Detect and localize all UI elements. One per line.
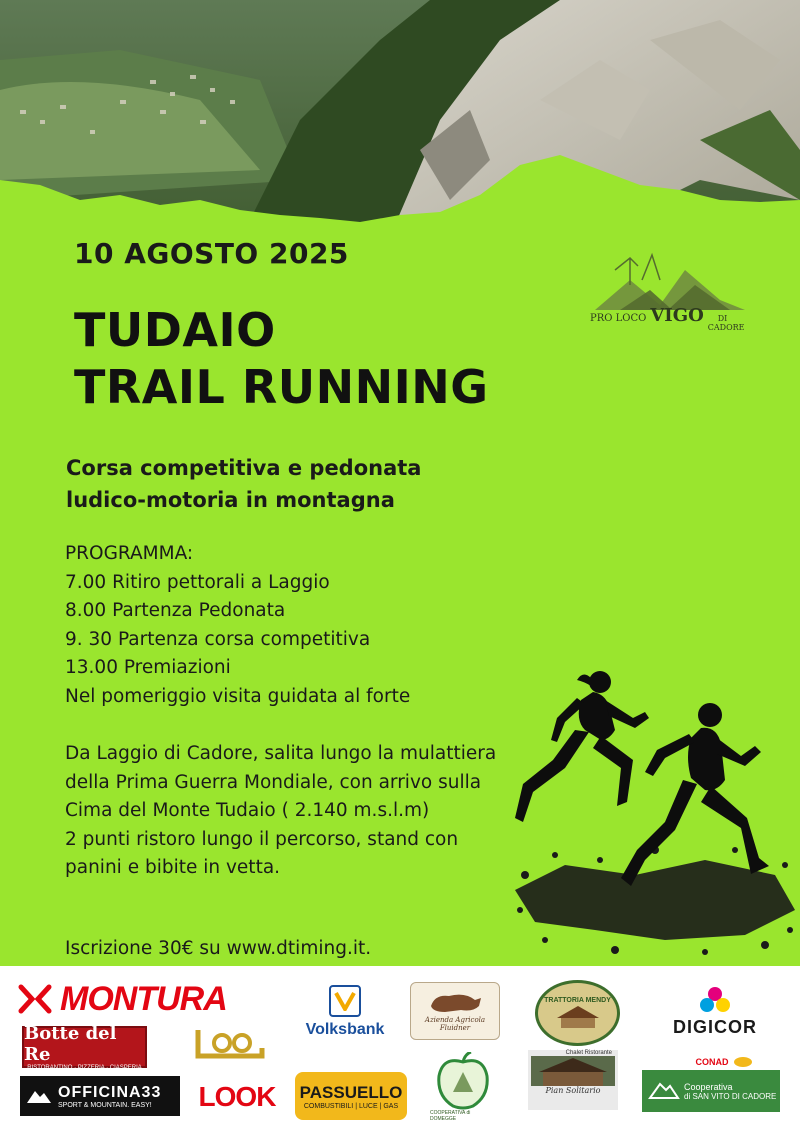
runners-silhouette (505, 660, 800, 960)
coop-mountain-icon (648, 1078, 680, 1102)
botte-label: Botte del Re (24, 1023, 117, 1065)
route-description (65, 740, 496, 883)
pro-loco-label (590, 305, 750, 332)
event-subtitle-line1: Corsa competitiva e pedonata (66, 456, 422, 480)
volksbank-label: Volksbank (305, 1021, 385, 1038)
chalet-icon (553, 1004, 603, 1030)
mountain-icon (26, 1087, 52, 1105)
cow-icon (425, 990, 485, 1016)
volksbank-v-icon (329, 985, 361, 1017)
sponsors-strip (0, 966, 800, 1131)
sponsor-volksbank (290, 982, 400, 1042)
passuello-label: PASSUELLO (299, 1082, 403, 1102)
sponsor-montura (18, 978, 273, 1020)
coop-line1: Cooperativa (684, 1081, 733, 1092)
domegge-label: COOPERATIVA di DOMEGGE (430, 1110, 471, 1122)
programma-item: 13.00 Premiazioni (65, 657, 231, 678)
event-title-line1: TUDAIO (74, 303, 276, 357)
sponsor-domegge (430, 1050, 496, 1124)
officina-sub: SPORT & MOUNTAIN. EASY! (58, 1101, 152, 1109)
description-line: panini e bibite in vetta. (65, 857, 281, 878)
trattoria-label: TRATTORIA MENDY (544, 996, 611, 1004)
description-line: Cima del Monte Tudaio ( 2.140 m.s.l.m) (65, 800, 430, 821)
chalet-photo (531, 1056, 615, 1086)
chalet-label: Chalet Ristorante (565, 1050, 612, 1056)
pro-loco-vigo: VIGO (650, 305, 704, 326)
sponsor-chalet (528, 1050, 618, 1110)
sponsor-trattoria (535, 980, 620, 1046)
description-line: della Prima Guerra Mondiale, con arrivo sulla (65, 771, 482, 793)
botte-sub: RISTORANTINO · PIZZERIA · CIASPERIA (27, 1065, 142, 1071)
event-subtitle-line2: ludico-motoria in montagna (66, 488, 395, 512)
sponsor-conad (676, 1054, 772, 1070)
pro-loco-prefix: PRO LOCO (590, 313, 647, 324)
pian-label: Pian Solitario (545, 1086, 601, 1095)
lap-logo-icon (192, 1026, 268, 1064)
sponsor-digicor (660, 980, 770, 1042)
officina-label: OFFICINA33 (58, 1083, 162, 1101)
sponsor-passuello (295, 1072, 407, 1120)
montura-label: MONTURA (60, 979, 227, 1018)
sponsor-lap-logo (190, 1024, 270, 1066)
description-line: Da Laggio di Cadore, salita lungo la mulattiera (65, 743, 497, 764)
event-title (74, 302, 488, 416)
mountain-photo (0, 0, 800, 260)
pro-loco-cadore: CADORE (707, 323, 745, 332)
programma-section (65, 540, 410, 711)
sponsor-coop-san-vito (642, 1070, 780, 1112)
montura-x-icon (18, 984, 52, 1014)
sponsor-officina33 (20, 1076, 180, 1116)
sponsor-fluidner (410, 982, 500, 1040)
description-line: 2 punti ristoro lungo il percorso, stand con (65, 828, 459, 850)
programma-item: Nel pomeriggio visita guidata al forte (65, 685, 411, 707)
look-label: LOOK (198, 1081, 276, 1112)
sponsor-botte-del-re (22, 1023, 147, 1071)
passuello-sub: COMBUSTIBILI | LUCE | GAS (303, 1102, 399, 1110)
event-date: 10 AGOSTO 2025 (74, 237, 349, 270)
digicor-label: DIGICOR (672, 1016, 757, 1037)
sponsor-look (196, 1078, 278, 1116)
event-subtitle (66, 452, 421, 516)
registration-info: Iscrizione 30€ su www.dtiming.it. (65, 938, 372, 959)
coop-line2: di SAN VITO DI CADORE (684, 1091, 777, 1101)
programma-heading: PROGRAMMA: (65, 543, 194, 564)
ink-drops-icon (697, 985, 733, 1015)
programma-item: 7.00 Ritiro pettorali a Laggio (65, 571, 330, 593)
programma-item: 9. 30 Partenza corsa competitiva (65, 628, 371, 650)
conad-badge-icon (733, 1056, 753, 1068)
fluidner-label: Azienda Agricola Fluidner (424, 1016, 486, 1032)
pro-loco-suffix (708, 314, 745, 332)
event-title-line2: TRAIL RUNNING (74, 360, 489, 414)
programma-item: 8.00 Partenza Pedonata (65, 600, 286, 621)
apple-icon (433, 1052, 493, 1110)
conad-label: CONAD (695, 1057, 729, 1067)
pro-loco-di: DI (717, 314, 728, 323)
